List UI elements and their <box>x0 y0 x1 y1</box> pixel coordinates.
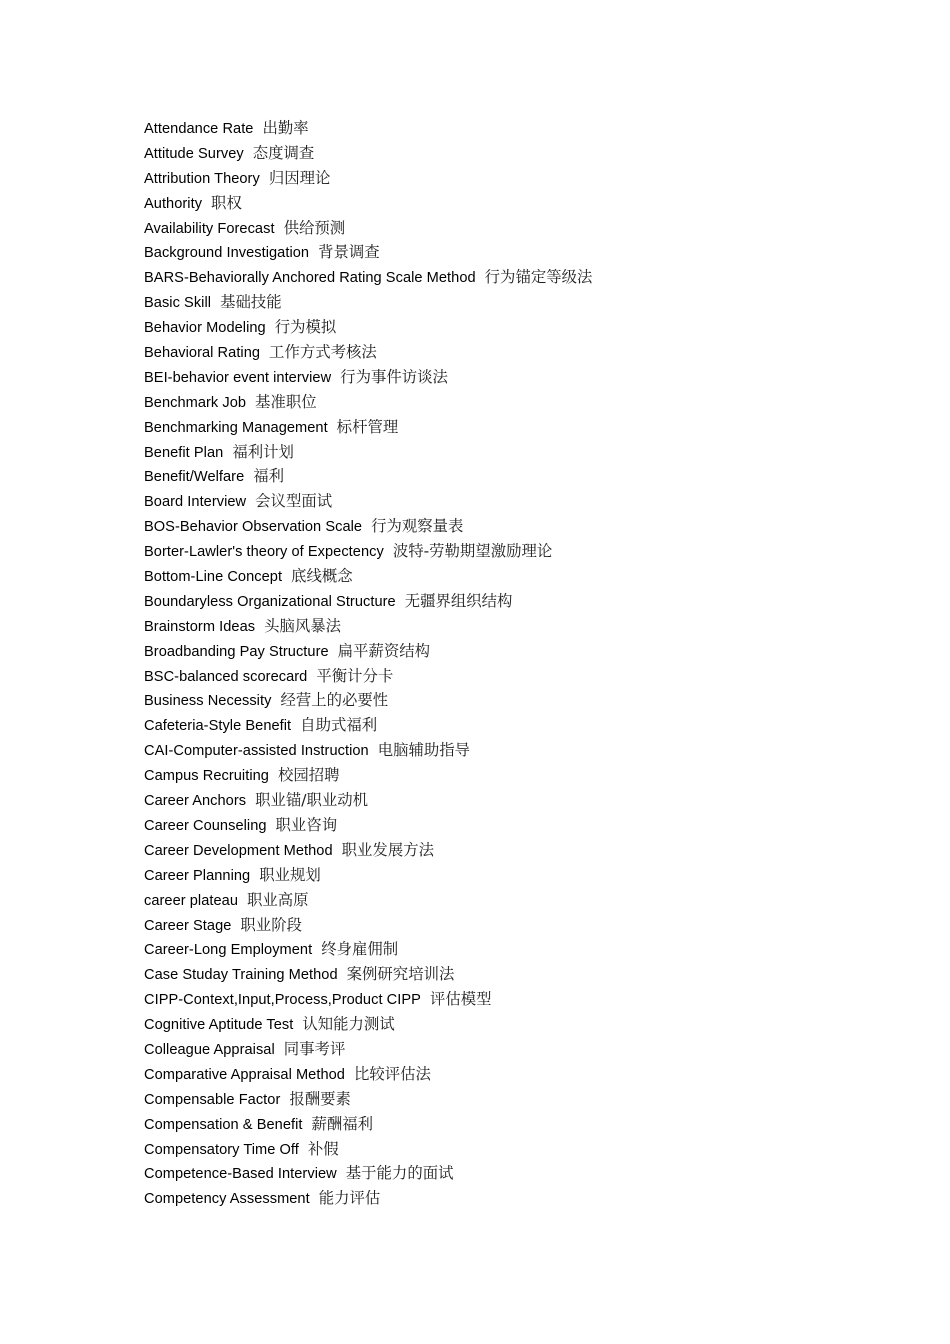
entry-translation: 归因理论 <box>268 168 331 187</box>
entry-translation: 底线概念 <box>291 567 353 586</box>
entry-translation: 出勤率 <box>262 119 309 137</box>
entry-term: Career Anchors <box>144 793 247 810</box>
glossary-entry <box>144 265 904 290</box>
entry-translation: 行为模拟 <box>274 318 337 337</box>
entry-translation: 报酬要素 <box>289 1089 351 1108</box>
entry-translation: 基于能力的面试 <box>345 1164 454 1183</box>
entry-term: BSC-balanced scorecard <box>144 668 308 685</box>
entry-translation: 基础技能 <box>220 293 282 312</box>
entry-translation: 补假 <box>307 1139 339 1158</box>
entry-translation: 波特-劳勒期望激励理论 <box>392 542 553 561</box>
glossary-entry <box>144 937 904 962</box>
entry-translation: 评估模型 <box>429 990 492 1009</box>
glossary-entry <box>144 838 904 863</box>
entry-translation: 平衡计分卡 <box>316 666 394 685</box>
entry-translation: 薪酬福利 <box>311 1114 374 1133</box>
glossary-entry <box>144 1112 904 1137</box>
entry-term: Availability Forecast <box>144 220 275 237</box>
entry-translation: 供给预测 <box>283 218 346 237</box>
entry-translation: 背景调查 <box>318 243 380 262</box>
entry-translation: 职业咨询 <box>275 815 338 834</box>
glossary-entry <box>144 440 904 465</box>
entry-term: CAI-Computer-assisted Instruction <box>144 743 369 760</box>
entry-translation: 行为锚定等级法 <box>484 268 593 287</box>
entry-term: BOS-Behavior Observation Scale <box>144 519 363 536</box>
entry-term: Benchmarking Management <box>144 419 328 436</box>
glossary-entry <box>144 614 904 639</box>
glossary-entry <box>144 1037 904 1062</box>
entry-translation: 经营上的必要性 <box>280 691 389 710</box>
glossary-entry <box>144 415 904 440</box>
glossary-entry <box>144 639 904 664</box>
glossary-entry <box>144 813 904 838</box>
entry-term: Brainstorm Ideas <box>144 618 256 635</box>
glossary-entry <box>144 290 904 315</box>
glossary-entry <box>144 1137 904 1162</box>
glossary-entry <box>144 141 904 166</box>
glossary-entry <box>144 763 904 788</box>
entry-term: Bottom-Line Concept <box>144 569 283 586</box>
entry-term: Authority <box>144 195 203 212</box>
glossary-entry <box>144 863 904 888</box>
entry-translation: 职业发展方法 <box>341 840 434 859</box>
entry-term: Borter-Lawler's theory of Expectency <box>144 544 384 561</box>
entry-translation: 会议型面试 <box>255 492 333 511</box>
entry-term: Benefit Plan <box>144 444 224 461</box>
entry-term: Compensatory Time Off <box>144 1141 299 1158</box>
entry-translation: 标杆管理 <box>336 417 399 436</box>
glossary-entry <box>144 688 904 713</box>
entry-term: Competence-Based Interview <box>144 1166 337 1183</box>
glossary-entry <box>144 589 904 614</box>
glossary-entry <box>144 340 904 365</box>
entry-translation: 职业锚/职业动机 <box>255 791 369 810</box>
glossary-entry <box>144 1062 904 1087</box>
entry-term: Business Necessity <box>144 693 272 710</box>
entry-translation: 头脑风暴法 <box>264 616 342 635</box>
entry-term: Comparative Appraisal Method <box>144 1066 345 1083</box>
entry-translation: 同事考评 <box>283 1039 346 1058</box>
glossary-entry <box>144 365 904 390</box>
entry-term: Career Counseling <box>144 817 267 834</box>
entry-term: Campus Recruiting <box>144 768 269 785</box>
entry-translation: 工作方式考核法 <box>269 343 377 362</box>
entry-term: Behavior Modeling <box>144 320 266 337</box>
glossary-entry <box>144 240 904 265</box>
entry-term: Compensation & Benefit <box>144 1116 303 1133</box>
glossary-entry <box>144 713 904 738</box>
entry-term: Behavioral Rating <box>144 345 261 362</box>
glossary-entry <box>144 788 904 813</box>
glossary-entry <box>144 962 904 987</box>
glossary-entry <box>144 987 904 1012</box>
glossary-entry <box>144 116 904 141</box>
entry-translation: 基准职位 <box>255 392 317 411</box>
glossary-entry <box>144 464 904 489</box>
glossary-entry <box>144 390 904 415</box>
entry-translation: 职业阶段 <box>240 915 302 934</box>
glossary-entry <box>144 738 904 763</box>
entry-term: Career Stage <box>144 917 232 934</box>
entry-translation: 认知能力测试 <box>302 1015 395 1034</box>
entry-term: Case Studay Training Method <box>144 967 338 984</box>
entry-term: Broadbanding Pay Structure <box>144 643 329 660</box>
entry-translation: 终身雇佣制 <box>321 940 399 959</box>
entry-term: Cognitive Aptitude Test <box>144 1017 294 1034</box>
entry-term: Compensable Factor <box>144 1091 281 1108</box>
entry-translation: 职业高原 <box>247 890 309 909</box>
glossary-entry <box>144 913 904 938</box>
entry-term: Benchmark Job <box>144 394 247 411</box>
entry-translation: 职权 <box>211 193 242 212</box>
entry-term: Boundaryless Organizational Structure <box>144 593 396 610</box>
entry-translation: 行为事件访谈法 <box>340 367 448 386</box>
glossary-entry <box>144 664 904 689</box>
entry-translation: 能力评估 <box>318 1189 381 1208</box>
entry-translation: 无疆界组织结构 <box>404 591 513 610</box>
glossary-list <box>144 116 904 1211</box>
entry-term: Competency Assessment <box>144 1191 310 1208</box>
entry-term: Attitude Survey <box>144 145 244 162</box>
entry-term: BEI-behavior event interview <box>144 369 332 386</box>
glossary-entry <box>144 539 904 564</box>
glossary-entry <box>144 564 904 589</box>
glossary-entry <box>144 191 904 216</box>
entry-translation: 案例研究培训法 <box>346 965 455 984</box>
entry-term: Basic Skill <box>144 295 212 312</box>
entry-term: Board Interview <box>144 494 247 511</box>
entry-term: BARS-Behaviorally Anchored Rating Scale Method <box>144 270 476 287</box>
glossary-entry <box>144 1012 904 1037</box>
glossary-entry <box>144 489 904 514</box>
entry-translation: 态度调查 <box>252 143 315 162</box>
entry-translation: 扁平薪资结构 <box>337 641 431 660</box>
glossary-entry <box>144 1161 904 1186</box>
glossary-entry <box>144 888 904 913</box>
entry-term: Attendance Rate <box>144 121 254 137</box>
glossary-entry <box>144 1087 904 1112</box>
entry-translation: 电脑辅助指导 <box>377 741 471 760</box>
entry-term: Career Development Method <box>144 842 333 859</box>
entry-translation: 校园招聘 <box>277 766 340 785</box>
entry-translation: 福利 <box>253 467 285 486</box>
entry-term: Cafeteria-Style Benefit <box>144 718 292 735</box>
glossary-entry <box>144 315 904 340</box>
glossary-entry <box>144 216 904 241</box>
glossary-entry <box>144 514 904 539</box>
entry-translation: 行为观察量表 <box>371 517 464 536</box>
glossary-entry <box>144 166 904 191</box>
entry-term: Attribution Theory <box>144 170 260 187</box>
entry-term: Career Planning <box>144 867 251 884</box>
entry-term: career plateau <box>144 892 238 909</box>
entry-term: Colleague Appraisal <box>144 1041 275 1058</box>
entry-term: Career-Long Employment <box>144 942 313 959</box>
entry-term: CIPP-Context,Input,Process,Product CIPP <box>144 992 421 1009</box>
entry-translation: 自助式福利 <box>300 716 378 735</box>
entry-translation: 福利计划 <box>232 442 294 461</box>
entry-translation: 比较评估法 <box>353 1064 431 1083</box>
entry-term: Background Investigation <box>144 245 310 262</box>
entry-term: Benefit/Welfare <box>144 469 245 486</box>
entry-translation: 职业规划 <box>259 865 321 884</box>
glossary-entry <box>144 1186 904 1211</box>
